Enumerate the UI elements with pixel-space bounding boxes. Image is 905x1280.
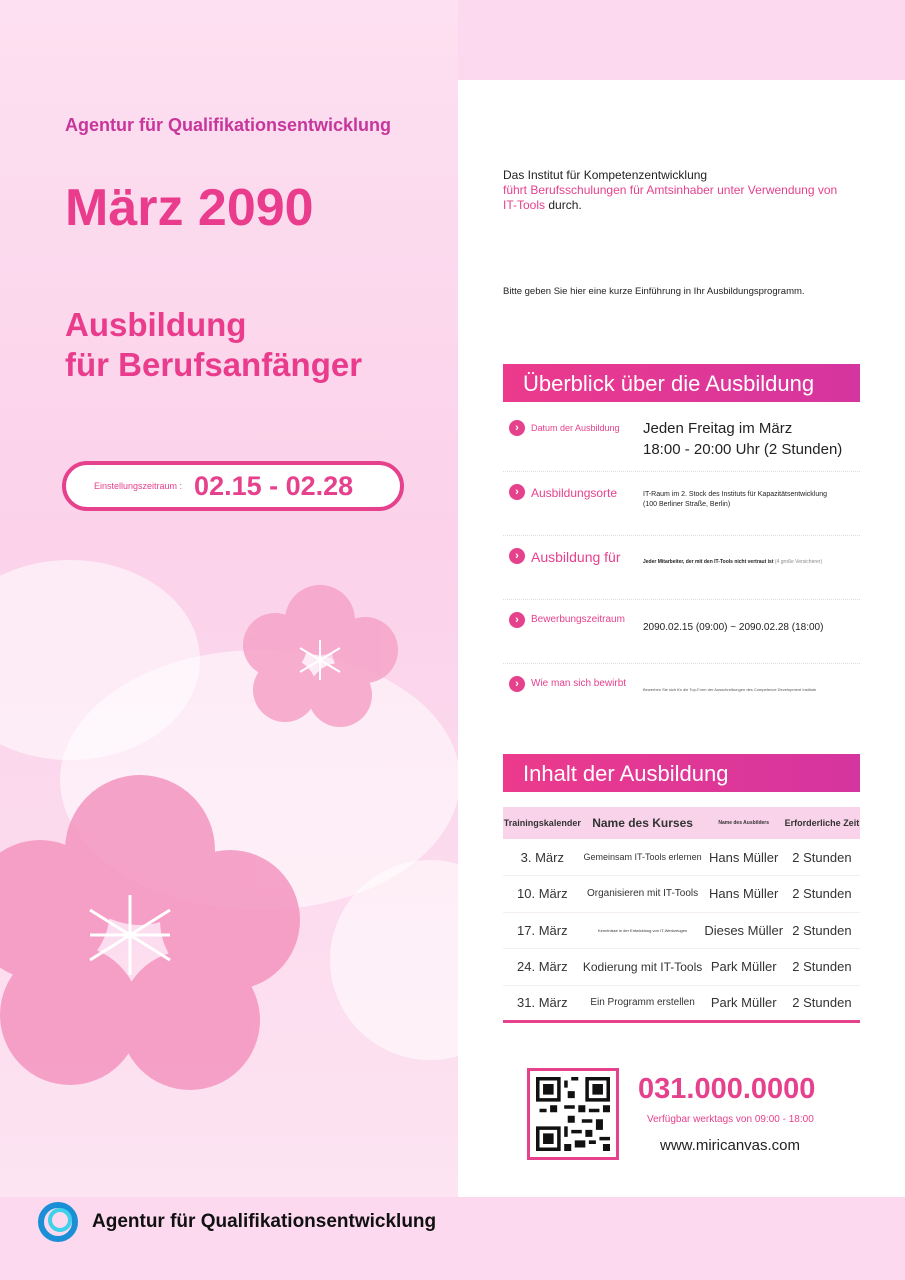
cell: 17. März (503, 912, 582, 949)
row-value (643, 418, 842, 460)
row-key: Ausbildung für (531, 549, 621, 565)
qr-code-icon (536, 1077, 610, 1151)
cell: 2 Stunden (784, 876, 860, 913)
period-label: Einstellungszeitraum : (94, 481, 183, 491)
title-line-1: Ausbildung (65, 306, 247, 343)
intro-line: durch. (545, 198, 582, 212)
cell: Ein Programm erstellen (582, 985, 704, 1022)
period-value: 02.15 - 02.28 (194, 470, 354, 501)
row-value-line: Jeden Freitag im März (643, 420, 793, 437)
intro-hint: Bitte geben Sie hier eine kurze Einführung in Ihr Ausbildungsprogramm. (503, 286, 805, 297)
table-row (503, 876, 860, 913)
month-heading: März 2090 (65, 179, 314, 237)
chevron-right-icon: › (509, 612, 525, 628)
cell: Dieses Müller (704, 912, 784, 949)
table-header (503, 807, 860, 839)
row-value-line: 18:00 - 20:00 Uhr (2 Stunden) (643, 441, 843, 458)
intro-line: führt Berufsschulungen für Amtsinhaber unter Verwendung von (503, 183, 838, 197)
chevron-right-icon: › (509, 676, 525, 692)
overview-row (503, 408, 860, 472)
row-value (643, 490, 827, 510)
row-key: Bewerbungszeitraum (531, 614, 625, 625)
availability-text: Verfügbar werktags von 09:00 - 18:00 (647, 1114, 814, 1125)
table-row (503, 839, 860, 876)
cell: 2 Stunden (784, 912, 860, 949)
left-panel (0, 0, 458, 1197)
cell: Organisieren mit IT-Tools (582, 876, 704, 913)
cell: 2 Stunden (784, 839, 860, 876)
column-header: Name des Kurses (582, 807, 704, 839)
row-value-line: Jeder Mitarbeiter, der mit den IT-Tools nicht vertraut ist (643, 559, 774, 565)
qr-code[interactable] (527, 1068, 619, 1160)
cell: 2 Stunden (784, 949, 860, 986)
org-name: Agentur für Qualifikationsentwicklung (65, 115, 392, 135)
row-value (643, 559, 822, 565)
cell: Kenntnisse in der Entwicklung von IT-Werkzeugen (582, 912, 704, 949)
column-header: Erforderliche Zeit (784, 807, 860, 839)
training-table (503, 807, 860, 1023)
cell: 31. März (503, 985, 582, 1022)
cell: Hans Müller (704, 839, 784, 876)
page-title (65, 305, 362, 385)
row-value-line: (100 Berliner Straße, Berlin) (643, 501, 731, 508)
column-header: Trainingskalender (503, 807, 582, 839)
recruitment-period-badge (62, 461, 404, 511)
row-value: Bewerben Sie sich für die Top-Form der Ausschreibungen des Competence Development Institute (643, 687, 817, 692)
cell: 2 Stunden (784, 985, 860, 1022)
row-value-line: (4 große Versicherer) (774, 559, 823, 565)
content-heading: Inhalt der Ausbildung (503, 754, 860, 792)
cell: Gemeinsam IT-Tools erlernen (582, 839, 704, 876)
logo-icon (36, 1200, 80, 1244)
overview-row (503, 472, 860, 536)
chevron-right-icon: › (509, 548, 525, 564)
cell: Park Müller (704, 949, 784, 986)
row-key: Datum der Ausbildung (531, 423, 620, 433)
cell: 3. März (503, 839, 582, 876)
website-link[interactable]: www.miricanvas.com (660, 1137, 801, 1154)
row-key: Ausbildungsorte (531, 486, 618, 500)
row-key: Wie man sich bewirbt (531, 678, 627, 689)
table-row (503, 949, 860, 986)
cell: Hans Müller (704, 876, 784, 913)
title-line-2: für Berufsanfänger (65, 346, 363, 383)
row-value-line: IT-Raum im 2. Stock des Instituts für Kapazitätsentwicklung (643, 491, 828, 498)
chevron-right-icon: › (509, 484, 525, 500)
intro-line: Das Institut für Kompetenzentwicklung (503, 168, 708, 182)
table-row (503, 985, 860, 1022)
cell: 10. März (503, 876, 582, 913)
footer (36, 1200, 436, 1244)
right-panel (458, 80, 905, 1197)
overview-row (503, 664, 860, 728)
cell: 24. März (503, 949, 582, 986)
intro-highlight: IT-Tools (503, 198, 546, 212)
chevron-right-icon: › (509, 420, 525, 436)
footer-org-name: Agentur für Qualifikationsentwicklung (92, 1211, 437, 1232)
cell: Park Müller (704, 985, 784, 1022)
overview-heading: Überblick über die Ausbildung (503, 364, 860, 402)
overview-row (503, 536, 860, 600)
phone-number: 031.000.0000 (638, 1073, 816, 1105)
row-value: 2090.02.15 (09:00) ~ 2090.02.28 (18:00) (643, 622, 824, 633)
column-header: Name des Ausbilders (704, 807, 784, 839)
overview-row (503, 600, 860, 664)
cell: Kodierung mit IT-Tools (582, 949, 704, 986)
intro-text (503, 168, 863, 213)
table-row (503, 912, 860, 949)
blossom-icon (0, 770, 310, 1100)
blossom-icon (230, 580, 410, 730)
